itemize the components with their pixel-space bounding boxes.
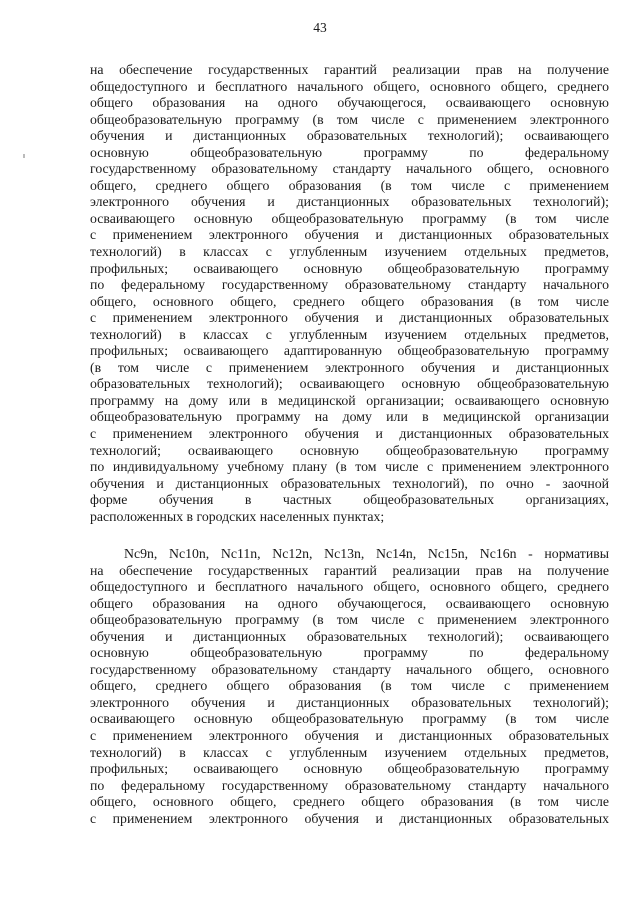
page-number: 43 <box>313 20 327 35</box>
text-line: по федеральному государственному образовательному стандарту начального <box>90 277 609 293</box>
text-line: с применением электронного обучения и дистанционных образовательных <box>90 728 609 744</box>
text-line: основную общеобразовательную программу по федеральному <box>90 645 609 661</box>
text-line: технологий) в классах с углубленным изучением отдельных предметов, <box>90 326 609 342</box>
text-line: обучения и дистанционных образовательных технологий), по очно - заочной <box>90 475 609 491</box>
text-line: общеобразовательную программу (в том числе с применением электронного <box>90 612 609 628</box>
text-line: образовательных технологий); осваивающего основную общеобразовательную <box>90 376 609 392</box>
text-line: общего, основного общего, среднего общего образования (в том числе <box>90 293 609 309</box>
text-line: государственному образовательному стандарту начального общего, основного <box>90 661 609 677</box>
text-line: профильных; осваивающего основную общеобразовательную программу <box>90 260 609 276</box>
text-line: общего, среднего общего образования (в том числе с применением <box>90 678 609 694</box>
text-line: с применением электронного обучения и дистанционных образовательных <box>90 810 609 826</box>
text-line: общего образования на одного обучающегося, осваивающего основную <box>90 95 609 111</box>
paragraph-2 <box>90 546 609 827</box>
text-line: Nc9n, Nc10n, Nc11n, Nc12n, Nc13n, Nc14n, Nc15n, Nc16n - нормативы <box>124 546 609 561</box>
text-line: электронного обучения и дистанционных образовательных технологий); <box>90 194 609 210</box>
scan-artifact-mark <box>23 154 25 158</box>
text-line: форме обучения в частных общеобразовательных организациях, <box>90 492 609 508</box>
text-line: общеобразовательную программу (в том числе с применением электронного <box>90 111 609 127</box>
text-line: с применением электронного обучения и дистанционных образовательных <box>90 310 609 326</box>
text-line: основную общеобразовательную программу по федеральному <box>90 144 609 160</box>
paragraph-1 <box>90 62 609 525</box>
text-line: профильных; осваивающего адаптированную общеобразовательную программу <box>90 343 609 359</box>
text-line: технологий) в классах с углубленным изучением отдельных предметов, <box>90 744 609 760</box>
text-line: на обеспечение государственных гарантий реализации прав на получение <box>90 62 609 77</box>
text-line: электронного обучения и дистанционных образовательных технологий); <box>90 694 609 710</box>
text-line: программу на дому или в медицинской организации; осваивающего основную <box>90 392 609 408</box>
text-line: общего образования на одного обучающегося, осваивающего основную <box>90 595 609 611</box>
text-line: по индивидуальному учебному плану (в том числе с применением электронного <box>90 459 609 475</box>
text-line: технологий; осваивающего основную общеобразовательную программу <box>90 442 609 458</box>
text-line: технологий) в классах с углубленным изучением отдельных предметов, <box>90 244 609 260</box>
text-line: по федеральному государственному образовательному стандарту начального <box>90 777 609 793</box>
text-line: общедоступного и бесплатного начального общего, основного общего, среднего <box>90 579 609 595</box>
text-line: государственному образовательному стандарту начального общего, основного <box>90 161 609 177</box>
text-line: осваивающего основную общеобразовательную программу (в том числе <box>90 210 609 226</box>
text-line: профильных; осваивающего основную общеобразовательную программу <box>90 761 609 777</box>
text-line: обучения и дистанционных образовательных технологий); осваивающего <box>90 128 609 144</box>
text-line: общедоступного и бесплатного начального общего, основного общего, среднего <box>90 78 609 94</box>
text-line: с применением электронного обучения и дистанционных образовательных <box>90 426 609 442</box>
text-line: с применением электронного обучения и дистанционных образовательных <box>90 227 609 243</box>
text-line: общего, основного общего, среднего общего образования (в том числе <box>90 794 609 810</box>
text-line: расположенных в городских населенных пунктах; <box>90 508 385 524</box>
text-line: обучения и дистанционных образовательных технологий); осваивающего <box>90 628 609 644</box>
text-line: осваивающего основную общеобразовательную программу (в том числе <box>90 711 609 727</box>
text-line: общего, среднего общего образования (в том числе с применением <box>90 177 609 193</box>
text-line: (в том числе с применением электронного обучения и дистанционных <box>90 359 609 375</box>
text-line: общеобразовательную программу на дому или в медицинской организации <box>90 409 609 425</box>
text-line: на обеспечение государственных гарантий реализации прав на получение <box>90 562 609 578</box>
